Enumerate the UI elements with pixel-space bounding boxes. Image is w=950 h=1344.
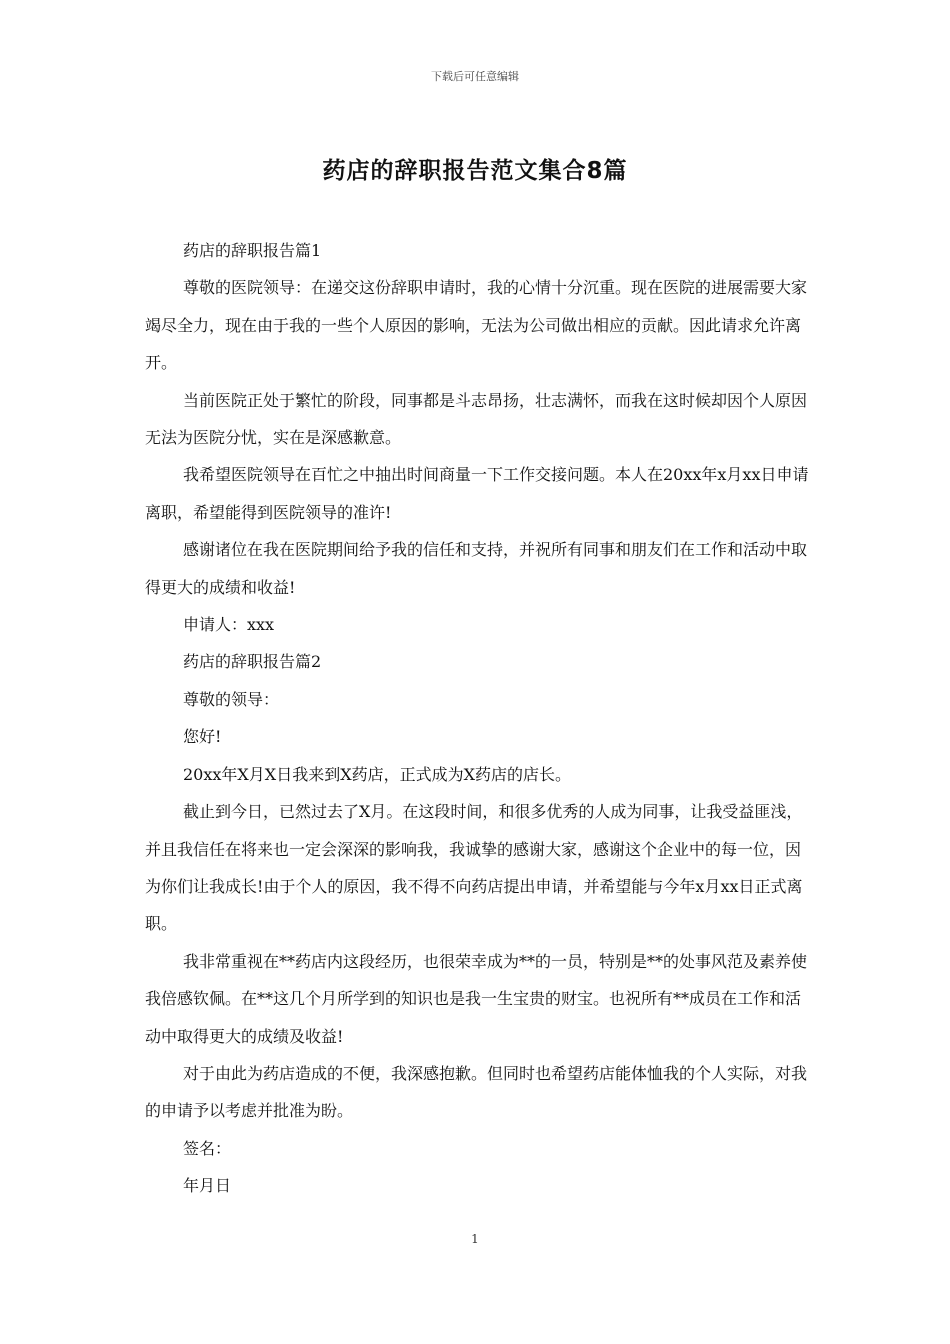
document-title: 药店的辞职报告范文集合8篇	[322, 158, 628, 184]
paragraph: 当前医院正处于繁忙的阶段，同事都是斗志昂扬，壮志满怀，而我在这时候却因个人原因无法为医院分忧，实在是深感歉意。	[145, 390, 808, 448]
paragraph: 尊敬的医院领导：在递交这份辞职申请时，我的心情十分沉重。现在医院的进展需要大家竭尽全力，现在由于我的一些个人原因的影响，无法为公司做出相应的贡献。因此请求允许离开。	[145, 278, 808, 373]
salutation: 尊敬的领导：	[183, 689, 280, 709]
greeting: 您好!	[183, 727, 222, 747]
page-number: 1	[471, 1232, 479, 1246]
section-heading-1: 药店的辞职报告篇1	[183, 241, 322, 260]
date-line: 年月日	[183, 1176, 232, 1196]
paragraph: 截止到今日，已然过去了X月。在这段时间，和很多优秀的人成为同事，让我受益匪浅，并且我信任在将来也一定会深深的影响我，我诚挚的感谢大家，感谢这个企业中的每一位，因为你们让我成长!由于个人的原因，我不得不向药店提出申请，并希望能与今年x月xx日正式离职。	[145, 802, 803, 934]
signature-line: 签名：	[183, 1138, 232, 1158]
header-note: 下载后可任意编辑	[431, 70, 519, 83]
paragraph: 我希望医院领导在百忙之中抽出时间商量一下工作交接问题。本人在20xx年x月xx日申请离职，希望能得到医院领导的准许!	[145, 465, 809, 522]
document-body	[145, 232, 813, 1205]
paragraph: 对于由此为药店造成的不便，我深感抱歉。但同时也希望药店能体恤我的个人实际，对我的申请予以考虑并批准为盼。	[145, 1063, 808, 1121]
paragraph: 感谢诸位在我在医院期间给予我的信任和支持，并祝所有同事和朋友们在工作和活动中取得更大的成绩和收益!	[145, 540, 808, 597]
paragraph: 我非常重视在**药店内这段经历，也很荣幸成为**的一员，特别是**的处事风范及素养使我倍感钦佩。在**这几个月所学到的知识也是我一生宝贵的财宝。也祝所有**成员在工作和活动中取得更大的成绩及收益!	[145, 951, 808, 1046]
section-heading-2: 药店的辞职报告篇2	[183, 652, 322, 672]
paragraph: 20xx年X月X日我来到X药店，正式成为X药店的店长。	[183, 764, 571, 784]
applicant-line: 申请人：xxx	[183, 615, 275, 635]
